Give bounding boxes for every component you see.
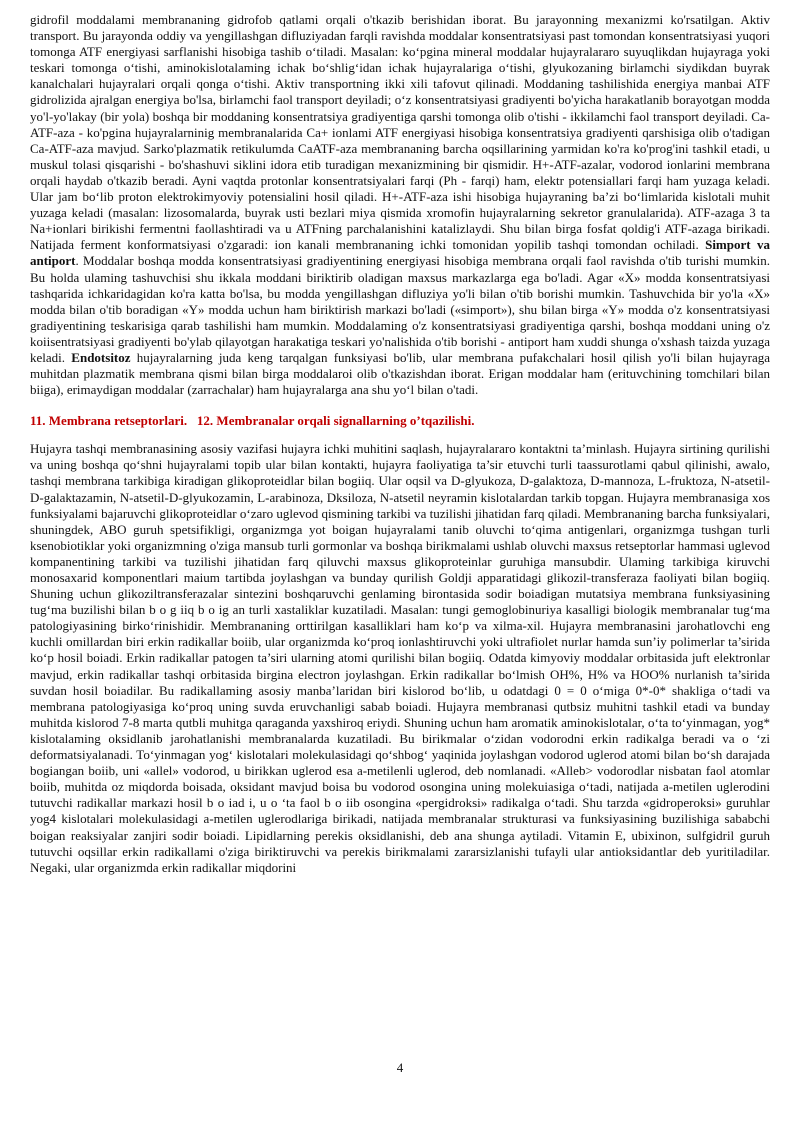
paragraph-membrane-function: Hujayra tashqi membranasining asosiy vazifasi hujayra ichki muhitini saqlash, hujayralararo kontaktni ta’minlash. Hujayra sirtining qurilishi va uning boshqa qo‘shni hujayralami topib ular bilan kontakti, hujayra faoliyatiga ta’sir etuvchi turli taassurotlami qabul qilinishi, awalo, tashqi membrana tarkibiga kiradigan glikoproteidlar bilan bogiiq. Ular oqsil va D-glyukoza, D-galaktoza, D-mannoza, L-fruktoza, N-atsetil-D-galaktazamin, N-atsetil-D-glyukozamin, L-arabinoza, Dksiloza, N-atsetil neyramin kislotalardan tarkib topgan. Hujayra membranasiga xos funksiyalami bajaruvchi glikoproteidlar o‘zaro uglevod qismining tarkibi va tuzilishi jihatidan farq qiladi. Membrananing barcha funksiyalari, shuningdek, ABO guruh spetsifikligi, organizmga yot boigan hujayralami tanib oluvchi to‘qima antigenlari, organizmga tushgan turli ksenobiotiklar yoki organizmning o'ziga mansub turli gormonlar va boshqa birikmalami ushlab oluvchi maxsus retseptorlar hammasi uglevod kompanentining tarkibi va tuzilishi jihatidan farq qiluvchi maxsus glikoproteinlar guruhiga mansubdir. Ulaming tarkibiga kiruvchi monosaxarid komponentlari maium tartibda joylashgan va bunday qurilish Goldji apparatidagi glikozil-transferaza faoliyati bilan bogiiq. Shuning uchun glikoziltransferazalar sintezini boshqaruvchi genlaming birontasida sodir boiadigan mutatsiya membrana funksiyasining tug‘ma buzilishi bilan b o g iiq b o ig an turli xastaliklar kuzatiladi. Masalan: tungi gemoglobinuriya kasalligi biologik membranalar tug‘ma patologiyasining birko‘rinishidir. Membrananing orttirilgan kasalliklari ham ko‘p va xilma-xil. Hujayra membranasini jarohatlovchi eng kuchli omillardan biri erkin radikallar boiib, ular organizmda ko‘proq ionlashtiruvchi yoki ultrafiolet nurlar hamda sun’iy polimerlar ta’sirida ko‘p hosil boiadi. Erkin radikallar patogen ta’siri ularning atomi qurilishi bilan bogiiq. Odatda kimyoviy moddalar orbitasida juft elektronlar mavjud, erkin radikallar tashqi orbitasida birgina electron joylashgan. Erkin radikallar bo‘lmish OH%, H% va HOO% nurlanish ta’sirida suvdan hosil boiadilar. Bu radikallaming asosiy manba’laridan biri kislorod bo‘lib, u odatdagi 0 = 0 o‘miga 0*-0* shakliga o‘tadi va membrana patologiyasiga ko‘proq uning suvda eruvchanligi sabab boiadi. Hujayra membranasi qutbsiz muhitni tashkil etadi va bunday muhitda kislorod 7-8 marta qutbli muhitga qaraganda yaxshiroq eriydi. Shuning uchun ham aromatik aminokislotalar, o‘ta to‘yinmagan, yog* kislotalaming oksidlanib jarohatlanishi membranalarda kuzatiladi. Bu birikmalar o‘zidan vodorodni erkin radikalga beradi va o ‘zi deformatsiyalanadi. To‘yinmagan yog‘ kislotalari molekulasidagi qo‘shbog‘ yaqinida joylashgan vodorod uglerod atomi bilan bo‘sh darajada bogiangan boiib, uni «allel» vodorod, u birikkan uglerod esa a-metilenli uglerod, deb nomlanadi. «Alleb> vodorodlar nisbatan faol atomlar boiib, muhitda oz miqdorda boisada, oksidant mavjud boisa bu vodorod osongina uning molekuiasiga o‘tadi, natijada a-metilen uglerodini tutuvchi radikallar markazi hosil b o iad i, u o ‘ta faol b o iib osongina «pergidroksi» radikalga o‘tadi. Shu tarzda «gidroperoksi» guruhlar yog4 kislotalari molekulasidagi a-metilen uglerodlariga birikadi, natijada membranalar strukturasi va funksiyasining buzilishiga sababchi boigan reaksiyalar zanjiri sodir boiadi. Lipidlarning perekis oksidlanishi, deb ana shunga aytiladi. Vitamin E, ubixinon, sulfgidril guruh tutuvchi oqsillar erkin radikallami o'ziga biriktiruvchi va perekis birikmalami zararsizlanishi tufayli ular antioksidantlar deb yuritiladilar. Negaki, ular organizmda erkin radikallar miqdorini [30, 441, 770, 875]
term-endotsitoz: Endotsitoz [71, 349, 131, 365]
paragraph-transport [30, 12, 770, 398]
paragraph-text: gidrofil moddalami membrananing gidrofob qatlami orqali o'tkazib berishidan iborat. Bu jarayonning mexanizmi ko'rsatilgan. Aktiv transport. Bu jarayonda oddiy va yengillashgan difluziyadan farqli ravishda moddalar konsentratsiyasi past tomondan konsentratsiyasi yuqori tomonga ATF energiyasi sarflanishi hisobiga tashib o‘tiladi. Masalan: ko‘pgina mineral moddalar hujayralararo suyuqlikdan hujayraga yoki teskari tomonga o‘tishi, aminokislotalaming ichak bo‘shlig‘idan ichak hujayralariga o‘tishi, glyukozaning birlamchi siydikdan buyrak kanalchalari hujayralari orqali qonga o‘tishi. Aktiv transportning ikki xili tafovut qilinadi. Moddaning tashilishida energiya manbai ATF gidrolizida ajralgan energiya bo'lsa, birlamchi faol transport deyiladi; o‘z konsentratsiyasi gradiyenti bo'yicha harakatlanib borayotgan modda yo'l-yo'lakay (bir yola) boshqa bir moddaning konsentratsiya gradiyentiga qarshi tomonga olib o'tishi - ikkilamchi faol transport deyiladi. Ca-ATF-aza - ko'pgina hujayralarninig membranalarida Ca+ ionlami ATF energiyasi hisobiga konsentratsiya gradiyenti qarshisiga olib o'tadigan Ca-ATF-aza mavjud. Sarko'plazmatik retikulumda CaATF-aza membrananing barcha oqsillarining yarmidan ko'ra ko'prog'ini tashkil etadi, u muskul tolasi qisqarishi - bo'shashuvi siklini idora etib turadigan mexanizmining bir qismidir. H+-ATF-azalar, vodorod ionlarini membrana orqali haydab o'tkazib beradi. Ayni vaqtda protonlar konsentratsiyalari farqi (Ph - farqi) ham, elektr potensiallari farqi ham yuzaga keladi. Ular jam bo‘lib proton elektrokimyoviy potensialini hosil qiladi. H+-ATF-aza ishi hisobiga hujayraning ba’zi bo‘limlarida kislotali muhit yuzaga keladi (masalan: lizosomalarda, buyrak usti bezlari miya qismida xromofin hujayralarning sekretor granulalarida). ATF-azaga 3 ta Na+ionlari birikishi fermentni faollashtiradi va u ATFning parchalanishini katalizlaydi. Shu bilan birga fosfat qoldig'i ATF-azaga birikadi. Natijada ferment konformatsiyasi o'zgaradi: ion kanali membrananing ichki tomonidan yopilib tashqi tomondan ochiladi. [30, 12, 770, 253]
document-page [30, 12, 770, 876]
paragraph-text: hujayralarning juda keng tarqalgan funksiyasi bo'lib, ular membrana pufakchalari hosil qilish yo'li bilan hujayraga muhitdan plazmatik membrana qismi bilan birga moddalaroi olib o'tkazishdan iborat. Erigan moddalar ham (erituvchining tomchilari bilan biiga), erimaydigan moddalar (zarrachalar) ham hujayralarga ana shu yo‘l bilan o'tadi. [30, 349, 770, 398]
section-heading [30, 413, 770, 429]
paragraph-text: . Moddalar boshqa modda konsentratsiyasi gradiyentining energiyasi hisobiga membrana orqali faol ravishda o'tib turishi mumkin. Bu holda ulaming tashuvchisi shu ikkala moddani biriktirib oladigan maxsus markazlarga ega bo'ladi. Agar «X» modda konsentratsiyasi tashqarida ichkaridagidan ko'ra katta bo'lsa, bu modda yengillashgan difluziya yo'li bilan o'tib borishi mumkin. Tashuvchida bir yo'la «X» modda bilan o'tib boradigan «Y» modda uchun ham biriktirish markazi bo'ladi («simport»), shu bilan birga «Y» modda o'z konsentratsiyasi gradiyentining teskarisiga qarab tashilishi ham mumkin. Moddalaming o'z konsentratsiyasi gradiyentiga qarshi, boshqa moddani uning o'z koiisentratsiyasi gradiyenti bo'ylab qilayotgan harakatiga teskari yo'nalishida o'tib borishi - antiport ham xuddi shunga o'xshash taizda yuzaga keladi. [30, 253, 770, 365]
heading-signal-transduction: 12. Membranalar orqali signallarning o’tqazilishi. [196, 413, 475, 429]
heading-membrane-receptors: 11. Membrana retseptorlari. [30, 413, 188, 429]
term-simport-antiport: Simport va antiport [30, 237, 770, 269]
page-number: 4 [396, 1060, 404, 1075]
